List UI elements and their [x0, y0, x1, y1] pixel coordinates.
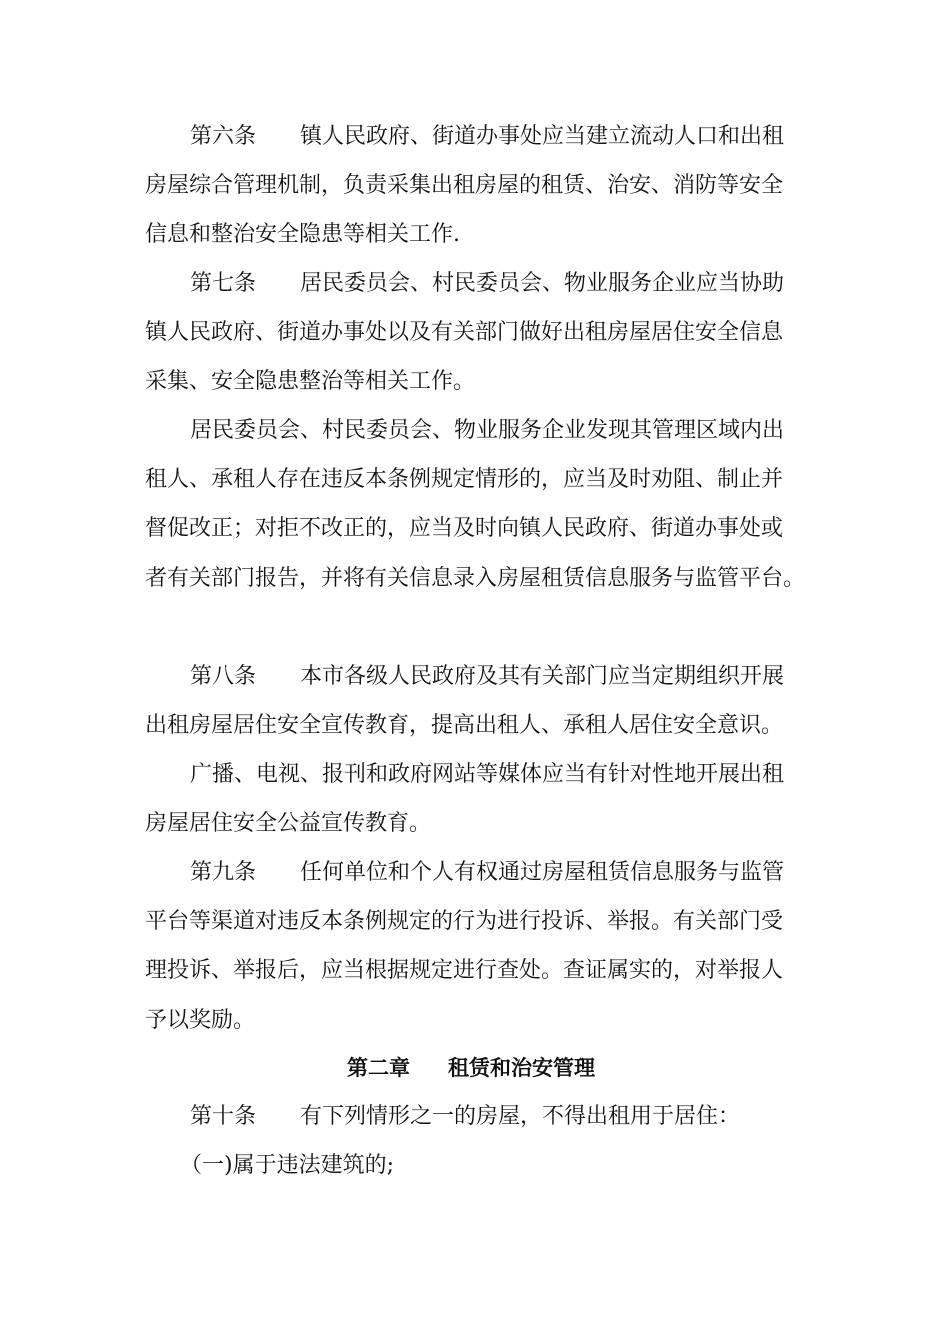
article-7-paragraph-2-line: 居民委员会、村民委员会、物业服务企业发现其管理区域内出 [190, 418, 785, 443]
article-8-paragraph-2-line: 广播、电视、报刊和政府网站等媒体应当有针对性地开展出租 [190, 762, 785, 787]
article-7-text-line: 镇人民政府、街道办事处以及有关部门做好出租房屋居住安全信息 [145, 320, 784, 345]
article-6-label: 第六条 [190, 124, 257, 149]
article-10-text-line: 有下列情形之一的房屋，不得出租用于居住： [300, 1104, 741, 1129]
article-7-paragraph-2-line: 督促改正；对拒不改正的，应当及时向镇人民政府、街道办事处或 [145, 516, 784, 541]
article-8-paragraph-2-line: 房屋居住安全公益宣传教育。 [145, 811, 432, 836]
article-9-label: 第九条 [190, 860, 257, 885]
article-7-paragraph-2-line: 租人、承租人存在违反本条例规定情形的，应当及时劝阻、制止并 [145, 467, 784, 492]
article-9-text-line: 任何单位和个人有权通过房屋租赁信息服务与监管 [300, 860, 785, 885]
article-9-text-line: 予以奖励。 [145, 1008, 256, 1033]
article-7-text-line: 采集、安全隐患整治等相关工作。 [145, 369, 476, 394]
article-6-text-line: 信息和整治安全隐患等相关工作. [145, 222, 460, 247]
article-7-paragraph-2-line: 者有关部门报告，并将有关信息录入房屋租赁信息服务与监管平台。 [145, 566, 806, 591]
article-10-label: 第十条 [190, 1104, 257, 1129]
article-10-item: （一)属于违法建筑的; [180, 1153, 394, 1178]
article-7-label: 第七条 [190, 271, 257, 296]
article-8-text-line: 本市各级人民政府及其有关部门应当定期组织开展 [300, 664, 785, 689]
article-9-text-line: 平台等渠道对违反本条例规定的行为进行投诉、举报。有关部门受 [145, 909, 784, 934]
article-9-text-line: 理投诉、举报后，应当根据规定进行查处。查证属实的，对举报人 [145, 958, 784, 983]
chapter-title: 租赁和治安管理 [448, 1056, 595, 1080]
article-8-label: 第八条 [190, 664, 257, 689]
article-6-text-line: 房屋综合管理机制，负责采集出租房屋的租赁、治安、消防等安全 [145, 173, 784, 198]
chapter-number: 第二章 [347, 1056, 410, 1080]
article-7-text-line: 居民委员会、村民委员会、物业服务企业应当协助 [300, 271, 785, 296]
article-6-text-line: 镇人民政府、街道办事处应当建立流动人口和出租 [300, 124, 785, 149]
article-8-text-line: 出租房屋居住安全宣传教育，提高出租人、承租人居住安全意识。 [145, 713, 784, 738]
